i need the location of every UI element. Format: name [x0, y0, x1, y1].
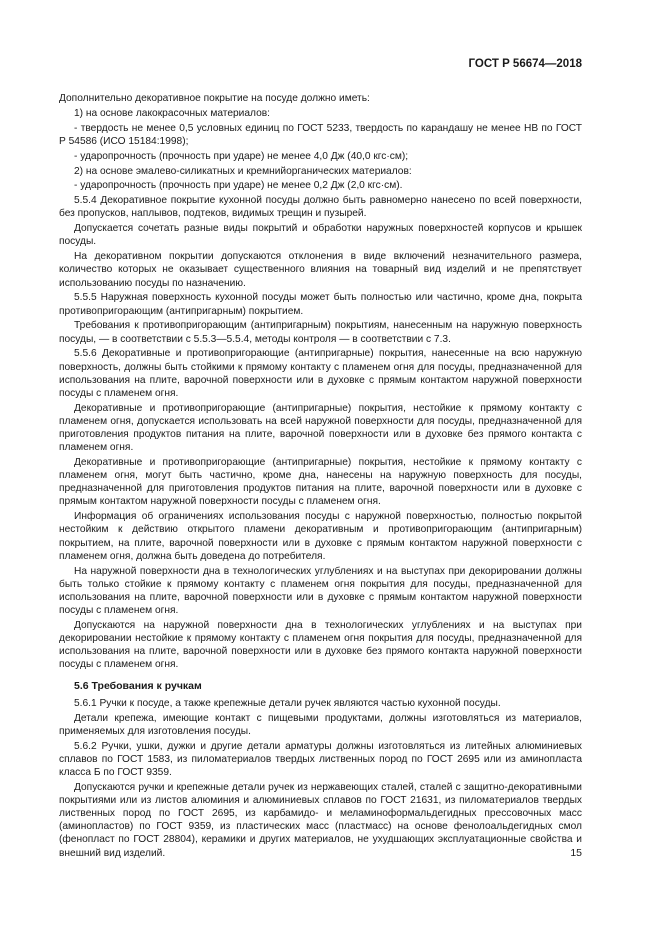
paragraph: 5.6.2 Ручки, ушки, дужки и другие детали арматуры должны изготовляться из литейных алюминиевых сплавов по ГОСТ 1583, из пиломатериалов твердых лиственных пород по ГОСТ 2695 или из аминопласта класса Б по ГОСТ 9359. — [59, 740, 582, 778]
section-heading: 5.6 Требования к ручкам — [74, 679, 202, 692]
paragraph: - ударопрочность (прочность при ударе) не менее 0,2 Дж (2,0 кгс·см). — [74, 180, 403, 192]
paragraph: Допускается сочетать разные виды покрытий и обработки наружных поверхностей корпусов и крышек посуды. — [59, 223, 582, 248]
paragraph: 5.5.5 Наружная поверхность кухонной посуды может быть полностью или частично, кроме дна, покрыта противопригорающим (антипригарным) покрытием. — [59, 292, 582, 317]
paragraph: 2) на основе эмалево-силикатных и кремнийорганических материалов: — [74, 165, 412, 177]
paragraph: 5.6.1 Ручки к посуде, а также крепежные детали ручек являются частью кухонной посуды. — [74, 697, 501, 709]
paragraph: Декоративные и противопригорающие (антипригарные) покрытия, нестойкие к прямому контакту с пламенем огня, могут быть частично, кроме дна, нанесены на наружную поверхность для посуды, предназначенной для приготовления продуктов питания на плите, варочной поверхности или в духовке с прямым контактом наружной поверхности посуды с пламенем огня. — [59, 457, 582, 508]
paragraph: - твердость не менее 0,5 условных единиц по ГОСТ 5233, твердость по карандашу не менее НВ по ГОСТ Р 54586 (ИСО 15184:1998); — [59, 122, 582, 147]
paragraph: 1) на основе лакокрасочных материалов: — [74, 107, 270, 119]
page-number: 15 — [570, 847, 582, 859]
paragraph: Информация об ограничениях использования посуды с наружной поверхностью, полностью покрытой нестойким к действию открытого пламени декоративным и противопригорающим (антипригарным) покрытием, на плите, варочной поверхности или в духовке с прямым контактом наружной поверхности с пламенем огня, должна быть доведена до потребителя. — [59, 511, 582, 562]
paragraph: Детали крепежа, имеющие контакт с пищевыми продуктами, должны изготовляться из материалов, применяемых для изготовления посуды. — [59, 712, 582, 737]
paragraph: Допускаются на наружной поверхности дна в технологических углублениях и на выступах при декорировании нестойкие к прямому контакту с пламенем огня покрытия для посуды, предназначенной для использования на плите, варочной поверхности или в духовке без прямого контакта наружной поверхности посуды с пламенем огня. — [59, 619, 582, 671]
paragraph: Допускаются ручки и крепежные детали ручек из нержавеющих сталей, сталей с защитно-декоративными покрытиями или из листов алюминия и алюминиевых сплавов по ГОСТ 21631, из пиломатериалов твердых лиственных пород по ГОСТ 2695, из карбамидо- и меламиноформальдегидных прессовочных масс (аминопластов) по ГОСТ 9359, из пластических масс (пластмасс) на основе фенолоальдегидных смол (фенопласт по ГОСТ 28804), керамики и других материалов, не ухудшающих эксплуатационные свойства и внешний вид изделий. — [59, 781, 582, 859]
paragraph: На декоративном покрытии допускаются отклонения в виде включений незначительного размера, количество которых не оказывает существенного влияния на товарный вид изделий и не препятствует использованию посуды по назначению. — [59, 251, 582, 289]
paragraph: Требования к противопригорающим (антипригарным) покрытиям, нанесенным на наружную поверхность посуды, — в соответствии с 5.5.3—5.5.4, методы контроля — в соответствии с 7.3. — [59, 320, 582, 345]
paragraph: 5.5.6 Декоративные и противопригорающие (антипригарные) покрытия, нанесенные на всю наружную поверхность, должны быть стойкими к прямому контакту с пламенем огня для посуды, предназначенной для использования на плите, варочной поверхности или в духовке с прямым контактом наружной поверхности посуды с пламенем огня. — [59, 348, 582, 399]
paragraph: 5.5.4 Декоративное покрытие кухонной посуды должно быть равномерно нанесено по всей поверхности, без пропусков, наплывов, подтеков, видимых трещин и пузырей. — [59, 195, 582, 220]
paragraph: - ударопрочность (прочность при ударе) не менее 4,0 Дж (40,0 кгс·см); — [74, 150, 409, 162]
paragraph: На наружной поверхности дна в технологических углублениях и на выступах при декорировании должны быть только стойкие к прямому контакту с пламенем огня покрытия для посуды, предназначенной для использования на плите, варочной поверхности или в духовке с прямым контактом наружной поверхности посуды с пламенем огня. — [59, 565, 582, 617]
document-id-header: ГОСТ Р 56674—2018 — [468, 58, 582, 70]
document-body — [59, 92, 582, 861]
paragraph: Дополнительно декоративное покрытие на посуде должно иметь: — [59, 93, 370, 104]
paragraph: Декоративные и противопригорающие (антипригарные) покрытия, нестойкие к прямому контакту с пламенем огня, допускается использовать на всей наружной поверхности для посуды, предназначенной для приготовления продуктов питания на плите, варочной поверхности или в духовке без прямого контакта с пламенем огня. — [59, 402, 582, 454]
